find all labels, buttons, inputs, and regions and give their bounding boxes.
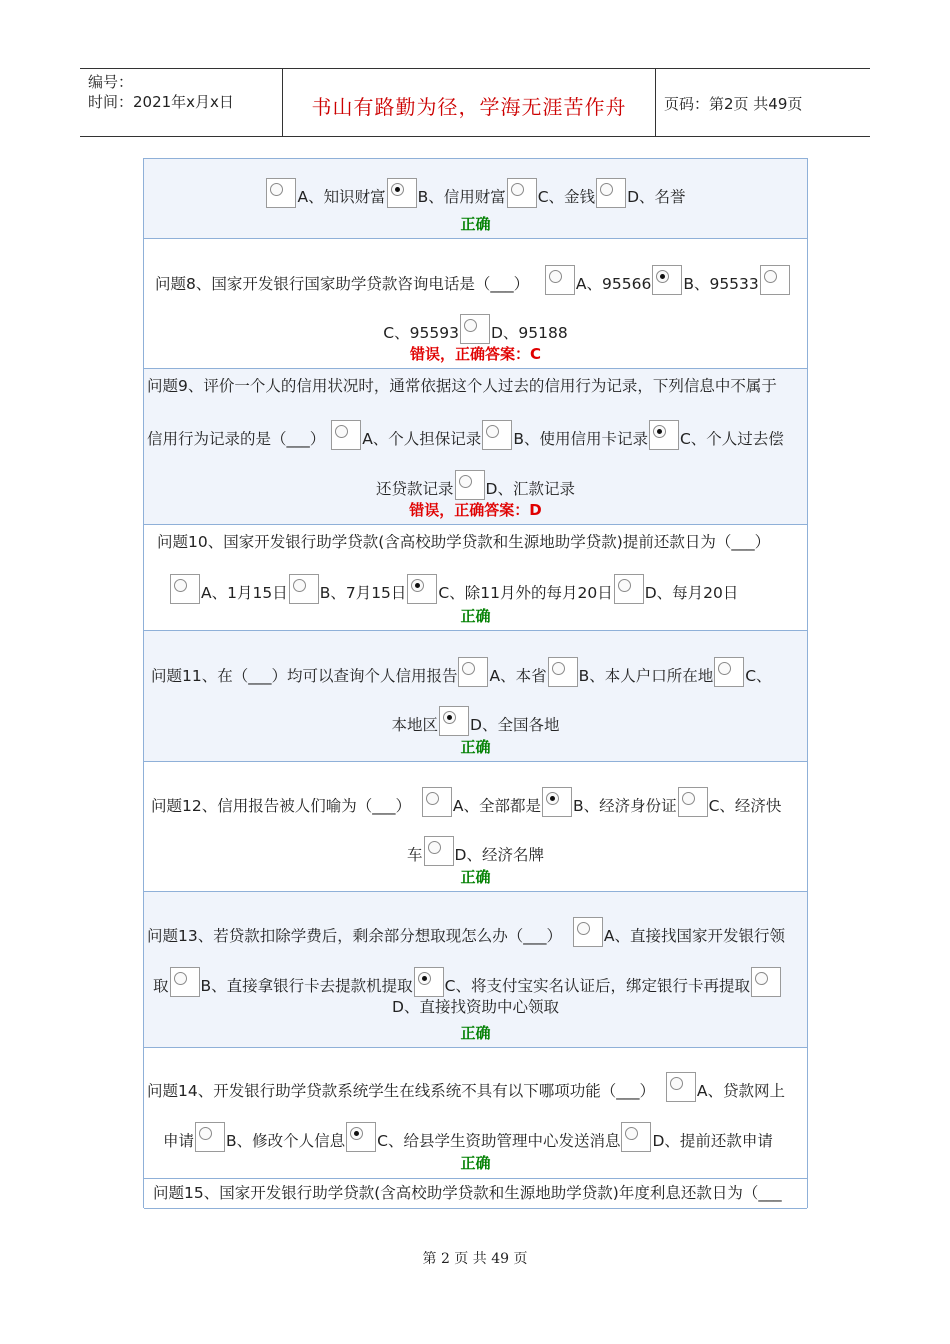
q10-option-c: C、除11月外的每月20日 — [438, 584, 613, 602]
q12-option-c-cont: 车 — [407, 846, 423, 864]
q11-option-c: C、 — [745, 667, 772, 685]
q7-radio-b[interactable] — [387, 178, 417, 208]
q13-stem: 问题13、若贷款扣除学费后，剩余部分想取现怎么办（___） — [147, 927, 562, 945]
q8-line-2 — [144, 314, 807, 344]
q11-result: 正确 — [460, 738, 491, 756]
row-separator — [144, 368, 807, 369]
q8-option-b: B、95533 — [683, 275, 759, 293]
q12-line-2 — [144, 836, 807, 866]
q9-line-1: 问题9、评价一个人的信用状况时，通常依据这个人过去的信用行为记录，下列信息中不属于 — [147, 377, 777, 395]
code-label: 编号： — [88, 73, 134, 91]
q8-radio-d[interactable] — [460, 314, 490, 344]
q9-option-c: C、个人过去偿 — [679, 430, 784, 448]
q13-line-2 — [153, 967, 782, 997]
q12-stem: 问题12、信用报告被人们喻为（___） — [151, 797, 411, 815]
motto: 书山有路勤为径，学海无涯苦作舟 — [311, 95, 627, 119]
q12-radio-d[interactable] — [424, 836, 454, 866]
q8-option-c: C、95593 — [383, 324, 459, 342]
q12-option-d: D、经济名牌 — [454, 846, 544, 864]
q11-radio-a[interactable] — [458, 657, 488, 687]
q14-option-a-cont: 申请 — [163, 1132, 195, 1150]
q10-radio-c[interactable] — [407, 574, 437, 604]
q9-radio-d[interactable] — [455, 470, 485, 500]
q7-radio-d[interactable] — [596, 178, 626, 208]
q9-option-b: B、使用信用卡记录 — [513, 430, 648, 448]
q7-radio-a[interactable] — [266, 178, 296, 208]
q14-option-c: C、给县学生资助管理中心发送消息 — [377, 1132, 621, 1150]
page-footer: 第 2 页 共 49 页 — [422, 1251, 528, 1267]
q13-option-b: B、直接拿银行卡去提款机提取 — [200, 977, 413, 995]
q13-radio-c[interactable] — [414, 967, 444, 997]
document-header — [80, 68, 870, 137]
q13-radio-a[interactable] — [573, 917, 603, 947]
q7-radio-c[interactable] — [507, 178, 537, 208]
q13-option-a-cont: 取 — [153, 977, 169, 995]
q11-line-2 — [144, 706, 807, 736]
q10-stem: 问题10、国家开发银行助学贷款(含高校助学贷款和生源地助学贷款)提前还款日为（___） — [157, 533, 771, 551]
q14-line-1 — [147, 1072, 785, 1102]
q7-option-d: D、名誉 — [627, 188, 686, 206]
q14-radio-b[interactable] — [195, 1122, 225, 1152]
header-motto-cell — [282, 69, 656, 136]
q7-option-a: A、知识财富 — [297, 188, 386, 206]
q14-radio-d[interactable] — [621, 1122, 651, 1152]
q10-radio-b[interactable] — [289, 574, 319, 604]
q8-option-d: D、95188 — [490, 324, 568, 342]
q13-line-1 — [147, 917, 785, 947]
q8-radio-b[interactable] — [652, 265, 682, 295]
q9-line-2 — [147, 420, 784, 450]
q14-stem: 问题14、开发银行助学贷款系统学生在线系统不具有以下哪项功能（___） — [147, 1082, 655, 1100]
q10-radio-a[interactable] — [170, 574, 200, 604]
q8-stem: 问题8、国家开发银行国家助学贷款咨询电话是（___） — [155, 275, 530, 293]
q11-radio-d[interactable] — [439, 706, 469, 736]
page-label: 页码：第2页 共49页 — [664, 95, 803, 113]
row-separator — [144, 158, 807, 159]
header-meta — [80, 69, 282, 136]
q11-radio-c[interactable] — [714, 657, 744, 687]
q7-result: 正确 — [460, 215, 491, 233]
q12-result: 正确 — [460, 868, 491, 886]
q9-radio-c[interactable] — [649, 420, 679, 450]
quiz-table — [143, 158, 808, 1208]
q9-option-d: D、汇款记录 — [485, 480, 575, 498]
q10-option-d: D、每月20日 — [644, 584, 739, 602]
q11-option-d: D、全国各地 — [470, 716, 560, 734]
q8-result: 错误，正确答案：C — [409, 345, 541, 363]
q11-option-b: B、本人户口所在地 — [578, 667, 714, 685]
q14-radio-c[interactable] — [346, 1122, 376, 1152]
q12-radio-b[interactable] — [542, 787, 572, 817]
q10-radio-d[interactable] — [614, 574, 644, 604]
row-separator — [144, 238, 807, 239]
q15-stem: 问题15、国家开发银行助学贷款(含高校助学贷款和生源地助学贷款)年度利息还款日为（___ — [153, 1184, 782, 1202]
q12-option-a: A、全部都是 — [452, 797, 541, 815]
q13-radio-d[interactable] — [751, 967, 781, 997]
q11-stem: 问题11、在（___）均可以查询个人信用报告 — [151, 667, 458, 685]
header-page-cell — [655, 69, 870, 136]
q8-radio-a[interactable] — [545, 265, 575, 295]
row-separator — [144, 1208, 807, 1209]
q12-radio-a[interactable] — [422, 787, 452, 817]
q13-result: 正确 — [460, 1024, 491, 1042]
q13-radio-b[interactable] — [170, 967, 200, 997]
q9-option-c-cont: 还贷款记录 — [376, 480, 454, 498]
q10-option-a: A、1月15日 — [201, 584, 288, 602]
q7-option-b: B、信用财富 — [417, 188, 506, 206]
q9-radio-b[interactable] — [482, 420, 512, 450]
q8-line-1 — [155, 265, 791, 295]
q10-option-b: B、7月15日 — [319, 584, 407, 602]
q11-option-c-cont: 本地区 — [391, 716, 439, 734]
row-separator — [144, 1047, 807, 1048]
q12-line-1 — [151, 787, 781, 817]
q7-option-c: C、金钱 — [537, 188, 596, 206]
row-separator — [144, 761, 807, 762]
q9-line-3 — [144, 470, 807, 500]
q13-option-c: C、将支付宝实名认证后，绑定银行卡再提取 — [444, 977, 750, 995]
q12-radio-c[interactable] — [678, 787, 708, 817]
time-label: 时间：2021年x月x日 — [88, 93, 234, 111]
q10-options — [169, 574, 738, 604]
q14-radio-a[interactable] — [666, 1072, 696, 1102]
q14-option-a: A、贷款网上 — [696, 1082, 785, 1100]
q10-result: 正确 — [460, 607, 491, 625]
q9-option-a: A、个人担保记录 — [362, 430, 482, 448]
q11-radio-b[interactable] — [548, 657, 578, 687]
q14-option-b: B、修改个人信息 — [226, 1132, 346, 1150]
q7-options — [144, 178, 807, 208]
row-separator — [144, 630, 807, 631]
q8-radio-c[interactable] — [760, 265, 790, 295]
q8-option-a: A、95566 — [575, 275, 652, 293]
q13-option-d: D、直接找资助中心领取 — [392, 998, 559, 1016]
row-separator — [144, 524, 807, 525]
q11-option-a: A、本省 — [489, 667, 547, 685]
row-separator — [144, 891, 807, 892]
q11-line-1 — [151, 657, 772, 687]
q12-option-b: B、经济身份证 — [572, 797, 677, 815]
q14-option-d: D、提前还款申请 — [652, 1132, 773, 1150]
q13-option-a: A、直接找国家开发银行领 — [603, 927, 785, 945]
q9-stem: 信用行为记录的是（___） — [147, 430, 326, 448]
row-separator — [144, 1178, 807, 1179]
q9-result: 错误，正确答案：D — [409, 501, 542, 519]
q14-result: 正确 — [460, 1154, 491, 1172]
q14-line-2 — [163, 1122, 773, 1152]
q9-radio-a[interactable] — [331, 420, 361, 450]
q12-option-c: C、经济快 — [708, 797, 782, 815]
